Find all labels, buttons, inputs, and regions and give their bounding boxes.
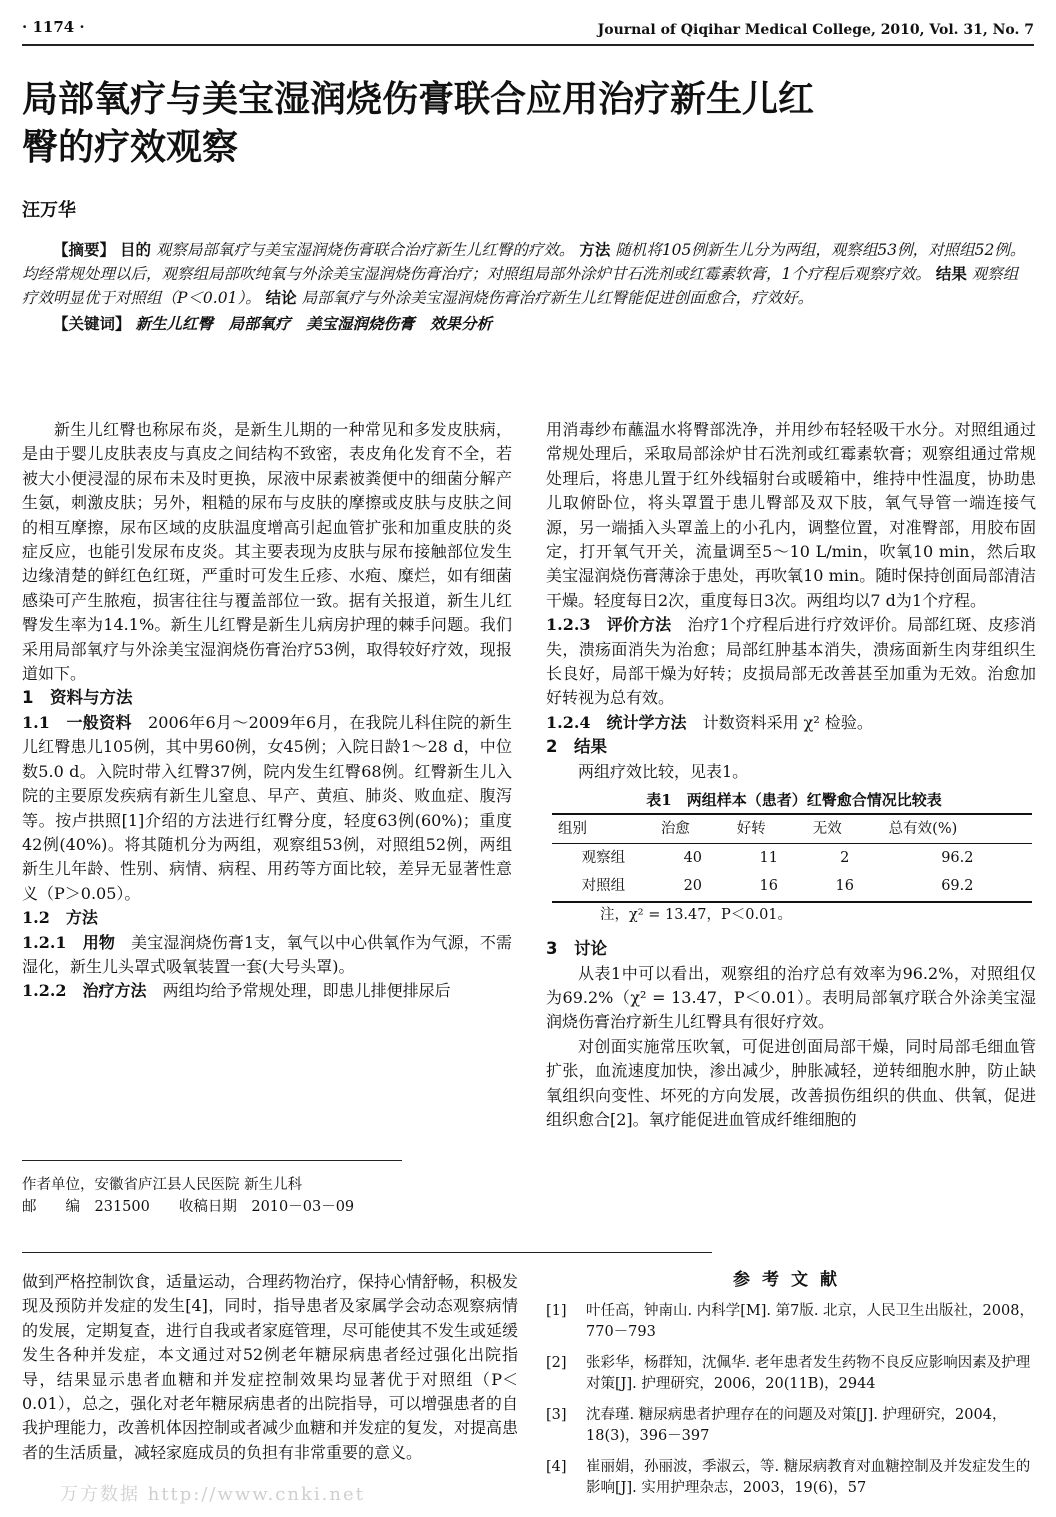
bottom-paragraph: 做到严格控制饮食，适量运动，合理药物治疗，保持心情舒畅，积极发现及预防并发症的发生[4]，同时，指导患者及家属学会动态观察病情的发展，定期复查，进行自我或者家庭管理，尽可能使其不发生或延缓发生各种并发症，本文通过对52例老年糖尿病患者经过强化出院指导，结果显示患者血糖和并发症控制效果均显著优于对照组（P＜0.01），总之，强化对老年糖尿病患者的出院指导，可以增强患者的自我护理能力，改善机体因控制或者减少血糖和并发症的复发，对提高患者的生活质量，减轻家庭成员的负担有非常重要的意义。: [22, 1272, 519, 1462]
s124-text: 计数资料采用 χ² 检验。: [702, 712, 873, 732]
s123-text: 治疗1个疗程后进行疗效评价。局部红斑、皮疹消失，溃疡面消失为治愈；局部红肿基本消失，溃疡面新生肉芽组织生长良好，局部干燥为好转；皮损局部无改善甚至加重为无效。治愈加好转视为总有效。: [546, 615, 1036, 708]
s123-label: 1.2.3 评价方法: [546, 615, 672, 635]
results-table-block: [552, 788, 1036, 927]
reference-item: [546, 1405, 1036, 1447]
reference-number: [4]: [546, 1459, 567, 1475]
reference-number: [2]: [546, 1355, 567, 1371]
table-header: 无效: [807, 814, 883, 844]
table-cell: 11: [759, 849, 778, 866]
section-2-text: 两组疗效比较，见表1。: [578, 761, 749, 781]
table-row: [552, 872, 1032, 901]
s121-text: 美宝湿润烧伤膏1支，氧气以中心供氧作为气源，不需湿化，新生儿头罩式吸氧装置一套(大号头罩)。: [22, 932, 512, 976]
reference-text: 沈春瑾. 糖尿病患者护理存在的问题及对策[J]. 护理研究，2004，18(3)，396－397: [586, 1407, 1007, 1444]
affiliation-unit: 作者单位，安徽省庐江县人民医院 新生儿科: [22, 1177, 303, 1193]
s124-label: 1.2.4 统计学方法: [546, 712, 687, 732]
affiliation: [22, 1174, 412, 1218]
results-table: [552, 813, 1032, 903]
objective-text: 观察局部氧疗与美宝湿润烧伤膏联合治疗新生儿红臀的疗效。: [155, 241, 575, 259]
section-1-2-title: 1.2 方法: [22, 908, 98, 928]
reference-number: [1]: [546, 1303, 567, 1319]
reference-number: [3]: [546, 1407, 567, 1423]
references: [546, 1270, 1036, 1509]
keywords-label: 【关键词】: [53, 315, 131, 333]
intro-paragraph: 新生儿红臀也称尿布炎，是新生儿期的一种常见和多发皮肤病，是由于婴儿皮肤表皮与真皮之间结构不致密，表皮角化发育不全，若被大小便浸湿的尿布未及时更换，尿液中尿素被粪便中的细菌分解产生氨，刺激皮肤；另外，粗糙的尿布与皮肤的摩擦或皮肤与皮肤之间的相互摩擦，尿布区域的皮肤温度增高引起血管扩张和加重皮肤的炎症反应，也能引发尿布皮炎。其主要表现为皮肤与尿布接触部位发生边缘清楚的鲜红色红斑，严重时可发生丘疹、水疱、糜烂，如有细菌感染可产生脓疱，损害往往与覆盖部位一致。据有关报道，新生儿红臀发生率为14.1%。新生儿红臀是新生儿病房护理的棘手问题。我们采用局部氧疗与外涂美宝湿润烧伤膏治疗53例，取得较好疗效，现报道如下。: [22, 420, 512, 684]
reference-text: 张彩华，杨群知，沈佩华. 老年患者发生药物不良反应影响因素及护理对策[J]. 护理研究，2006，20(11B)，2944: [586, 1355, 1031, 1392]
section-2-title: 2 结果: [546, 737, 607, 757]
section-1-2-1: [22, 931, 512, 980]
table-header: 总有效(%): [883, 814, 1032, 844]
table-header-row: [552, 814, 1032, 844]
keywords-text: 新生儿红臀 局部氧疗 美宝湿润烧伤膏 效果分析: [135, 314, 492, 333]
table-cell: 2: [840, 849, 850, 866]
table-header: 组别: [552, 814, 655, 844]
s122-text: 两组均给予常规处理，即患儿排便排尿后: [162, 981, 451, 1001]
table-cell: 16: [807, 872, 883, 901]
table-cell: 16: [731, 872, 807, 901]
table-cell: 69.2: [883, 872, 1032, 901]
reference-item: [546, 1353, 1036, 1395]
objective-label: 目的: [119, 241, 151, 259]
discussion-paragraph-1: 从表1中可以看出，观察组的治疗总有效率为96.2%，对照组仅为69.2%（χ² = 13.47，P＜0.01）。表明局部氧疗联合外涂美宝湿润烧伤膏治疗新生儿红臀具有很好疗效。: [546, 963, 1036, 1032]
table-header: 治愈: [655, 814, 731, 844]
article-title: 局部氧疗与美宝湿润烧伤膏联合应用治疗新生儿红臀的疗效观察: [22, 79, 815, 168]
bottom-left-text: [22, 1270, 518, 1465]
discussion-paragraph-2: 对创面实施常压吹氧，可促进创面局部干燥，同时局部毛细血管扩张，血流速度加快，渗出减少，肿胀减轻，逆转细胞水肿，防止缺氧组织向变性、坏死的方向发展，改善损伤组织的供血、供氧，促进组织愈合[2]。氧疗能促进血管成纤维细胞的: [546, 1036, 1036, 1129]
page-divider: [22, 1252, 712, 1253]
section-1-1: [22, 711, 512, 906]
table-caption: 表1 两组样本（患者）红臀愈合情况比较表: [646, 791, 942, 810]
s11-label: 1.1 一般资料: [22, 712, 132, 732]
table-cell: 对照组: [552, 872, 655, 901]
abstract-label: 【摘要】: [53, 241, 116, 259]
table-row: [552, 843, 1032, 872]
table-cell: 96.2: [941, 849, 974, 866]
journal-header: Journal of Qiqihar Medical College, 2010, Vol. 31, No. 7: [597, 22, 1034, 38]
table-cell: 40: [683, 849, 703, 866]
s122-label: 1.2.2 治疗方法: [22, 981, 147, 1001]
method-label: 方法: [579, 241, 611, 259]
reference-item: [546, 1457, 1036, 1499]
conclusion-label: 结论: [265, 289, 297, 307]
abstract: [22, 238, 1032, 336]
s122-continued: 用消毒纱布蘸温水将臀部洗净，并用纱布轻轻吸干水分。对照组通过常规处理后，采取局部涂炉甘石洗剂或红霉素软膏；观察组通过常规处理后，将患儿置于红外线辐射台或暖箱中，维持中性温度，协助患儿取俯卧位，将头罩置于患儿臀部及双下肢，氧气导管一端连接气源，另一端插入头罩盖上的小孔内，调整位置，对准臀部，用胶布固定，打开氧气开关，流量调至5～10 L/min，吹氧10 min，然后取美宝湿润烧伤膏薄涂于患处，再吹氧10 min。随时保持创面局部清洁干燥。轻度每日2次，重度每日3次。两组均以7 d为1个疗程。: [546, 420, 1036, 610]
section-1-title: 1 资料与方法: [22, 688, 133, 708]
footnote-rule: [22, 1160, 402, 1161]
section-1-2-4: [546, 711, 1036, 735]
section-1-2-2: [22, 979, 512, 1003]
page-number: · 1174 ·: [22, 18, 85, 36]
s11-text: 2006年6月～2009年6月，在我院儿科住院的新生儿红臀患儿105例，其中男60例，女45例；入院日龄1～28 d，中位数5.0 d。入院时带入红臀37例，院内发生红臀68例。红臀新生儿入院的主要原发疾病有新生儿窒息、早产、黄疸、肺炎、败血症、腹泻等。按卢拱照[1]介绍的方法进行红臀分度，轻度63例(60%)；重度42例(40%)。将其随机分为两组，观察组53例，对照组52例，两组新生儿年龄、性别、病情、病程、用药等方面比较，差异无显著性意义（P＞0.05）。: [22, 712, 512, 903]
reference-item: [546, 1301, 1036, 1343]
header-rule: [22, 44, 1034, 46]
watermark: 万方数据 http://www.cnki.net: [60, 1484, 365, 1505]
conclusion-text: 局部氧疗与外涂美宝湿润烧伤膏治疗新生儿红臀能促进创面愈合，疗效好。: [301, 289, 814, 307]
table-cell: 观察组: [581, 849, 626, 866]
result-label: 结果: [935, 265, 967, 283]
result-text: 观察组疗效明显优于对照组（P＜0.01）。: [22, 265, 1019, 307]
author: 汪万华: [22, 200, 76, 221]
references-title: 参考文献: [733, 1270, 849, 1290]
reference-text: 叶任高，钟南山. 内科学[M]. 第7版. 北京，人民卫生出版社，2008，770－793: [586, 1303, 1034, 1340]
left-column: [22, 418, 512, 1004]
table-note: 注，χ² = 13.47，P＜0.01。: [600, 906, 793, 923]
table-header: 好转: [731, 814, 807, 844]
table-cell: 20: [655, 872, 731, 901]
affiliation-postcode: 邮 编 231500 收稿日期 2010－03－09: [22, 1199, 355, 1215]
section-1-2-3: [546, 613, 1036, 711]
right-column: [546, 418, 1036, 1132]
s121-label: 1.2.1 用物: [22, 932, 116, 952]
section-3-title: 3 讨论: [546, 939, 607, 959]
method-text: 随机将105例新生儿分为两组，观察组53例，对照组52例。均经常规处理以后，观察组局部吹纯氧与外涂美宝湿润烧伤膏治疗；对照组局部外涂炉甘石洗剂或红霉素软膏，1个疗程后观察疗效。: [22, 241, 1026, 283]
reference-text: 崔丽娟，孙丽波，季淑云，等. 糖尿病教育对血糖控制及并发症发生的影响[J]. 实用护理杂志，2003，19(6)，57: [586, 1459, 1031, 1496]
